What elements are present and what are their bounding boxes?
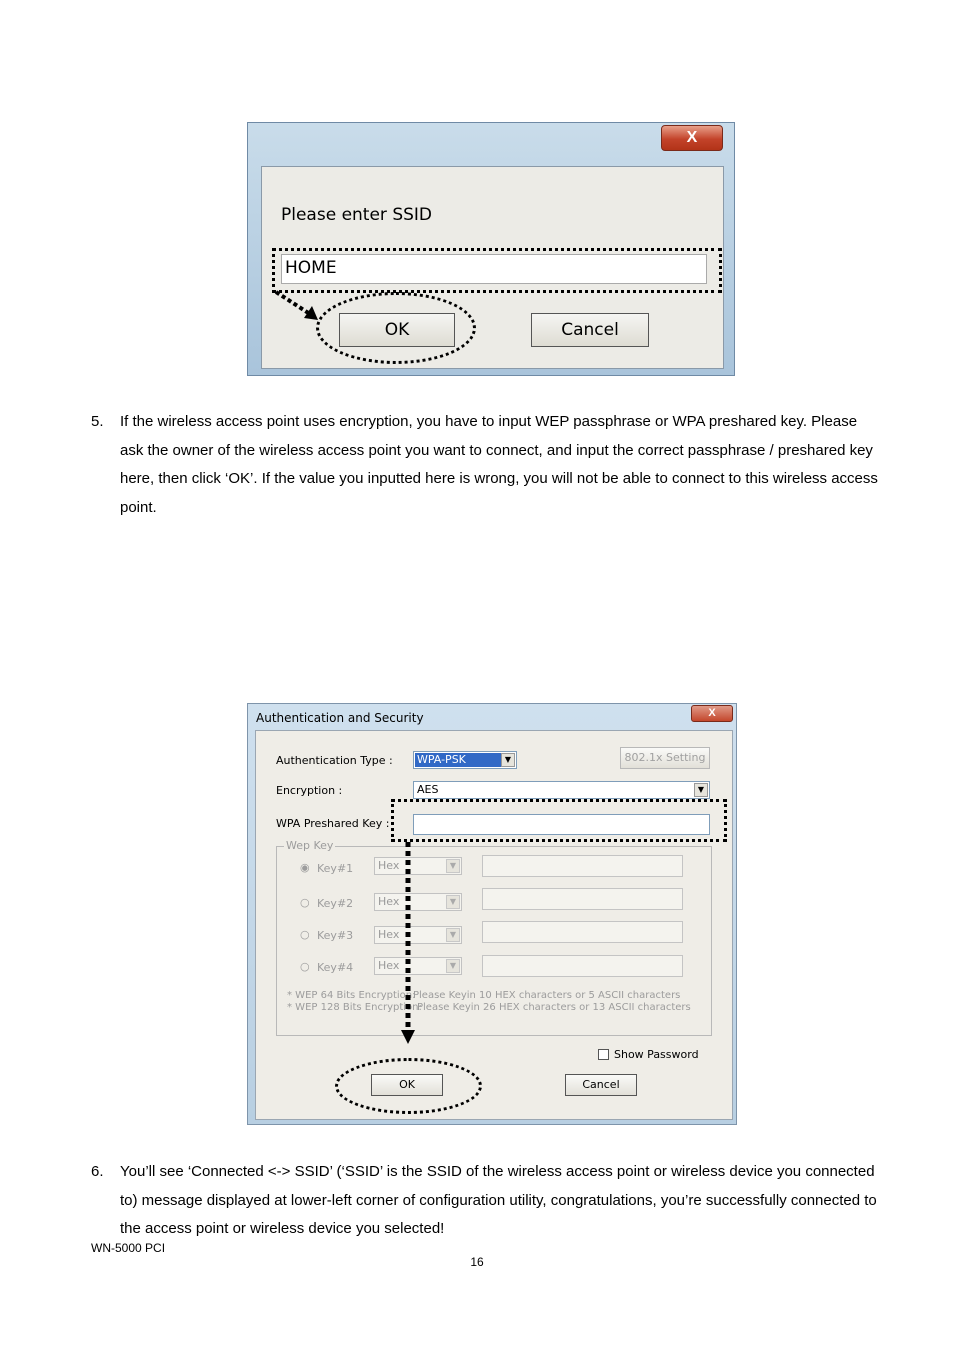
encryption-value: AES [417, 783, 439, 796]
auth-dialog-body [255, 730, 733, 1120]
key4-format-value: Hex [378, 959, 400, 972]
encryption-select[interactable] [413, 781, 710, 799]
chevron-down-icon: ▼ [694, 783, 708, 797]
key4-radio[interactable]: ○ [300, 960, 310, 973]
key2-label: Key#2 [317, 897, 354, 910]
key1-radio[interactable]: ◉ [300, 861, 310, 874]
arrow-icon [398, 840, 418, 1046]
chevron-down-icon: ▼ [446, 895, 460, 909]
auth-ok-button[interactable]: OK [371, 1074, 443, 1096]
wep64-note-text: Please Keyin 10 HEX characters or 5 ASCII characters [413, 990, 681, 1001]
ok-button-highlight [316, 292, 476, 364]
auth-ok-highlight [335, 1058, 482, 1114]
key1-format-value: Hex [378, 859, 400, 872]
auth-dialog-close-button[interactable]: X [691, 705, 733, 722]
auth-dialog-title: Authentication and Security [256, 711, 424, 725]
chevron-down-icon: ▼ [446, 859, 460, 873]
ssid-input[interactable]: HOME [281, 254, 707, 284]
encryption-label: Encryption : [276, 784, 343, 797]
wpa-key-label: WPA Preshared Key : [276, 817, 390, 830]
key2-radio[interactable]: ○ [300, 896, 310, 909]
ssid-prompt-label: Please enter SSID [281, 205, 433, 225]
wep128-note-label: * WEP 128 Bits Encryption: [287, 1002, 422, 1013]
step-5-text: If the wireless access point uses encryption, you have to input WEP passphrase or WPA preshared key. Please ask the owner of the wireless access point you want to connect, and input the correct passphrase / preshared key here, then click ‘OK’. If the value you inputted here is wrong, you will not be able to connect to this wireless access point. [120, 413, 878, 517]
auth-cancel-button[interactable]: Cancel [565, 1074, 637, 1096]
chevron-down-icon: ▼ [446, 928, 460, 942]
ssid-input-highlight [272, 248, 722, 293]
arrow-icon [270, 288, 330, 328]
footer-product-name: WN-5000 PCI [91, 1241, 166, 1255]
auth-type-value: WPA-PSK [415, 753, 501, 767]
key4-format-select[interactable] [374, 957, 462, 975]
key3-format-value: Hex [378, 928, 400, 941]
step-5-number: 5. [91, 413, 104, 430]
key4-input[interactable] [482, 955, 683, 977]
step-6-number: 6. [91, 1163, 104, 1180]
ssid-dialog-close-button[interactable]: X [661, 125, 723, 151]
wep128-note-text: Please Keyin 26 HEX characters or 13 ASCII characters [417, 1002, 691, 1013]
key2-format-value: Hex [378, 895, 400, 908]
step-6-text: You’ll see ‘Connected <-> SSID’ (‘SSID’ is the SSID of the wireless access point or wireless device you connected to) message displayed at lower-left corner of configuration utility, congratulations, you’re successfully connected to the access point or wireless device you selected! [120, 1163, 877, 1238]
key1-label: Key#1 [317, 862, 354, 875]
8021x-setting-button[interactable]: 802.1x Setting [620, 747, 710, 769]
auth-type-label: Authentication Type : [276, 754, 393, 767]
ssid-cancel-button[interactable]: Cancel [531, 313, 649, 347]
key2-input[interactable] [482, 888, 683, 910]
show-password-checkbox[interactable] [598, 1049, 609, 1060]
key2-format-select[interactable] [374, 893, 462, 911]
chevron-down-icon: ▼ [501, 753, 515, 767]
key3-label: Key#3 [317, 929, 354, 942]
auth-type-select[interactable] [413, 751, 517, 769]
page-number: 16 [470, 1255, 484, 1269]
show-password-label: Show Password [614, 1048, 699, 1061]
wpa-key-highlight [391, 799, 727, 842]
key1-input[interactable] [482, 855, 683, 877]
auth-dialog-screenshot [247, 703, 737, 1125]
key3-input[interactable] [482, 921, 683, 943]
key3-format-select[interactable] [374, 926, 462, 944]
key4-label: Key#4 [317, 961, 354, 974]
wep64-note-label: * WEP 64 Bits Encryption: [287, 990, 416, 1001]
ssid-ok-button[interactable]: OK [339, 313, 455, 347]
chevron-down-icon: ▼ [446, 959, 460, 973]
wep-key-group-label: Wep Key [286, 839, 334, 852]
key3-radio[interactable]: ○ [300, 928, 310, 941]
key1-format-select[interactable] [374, 857, 462, 875]
